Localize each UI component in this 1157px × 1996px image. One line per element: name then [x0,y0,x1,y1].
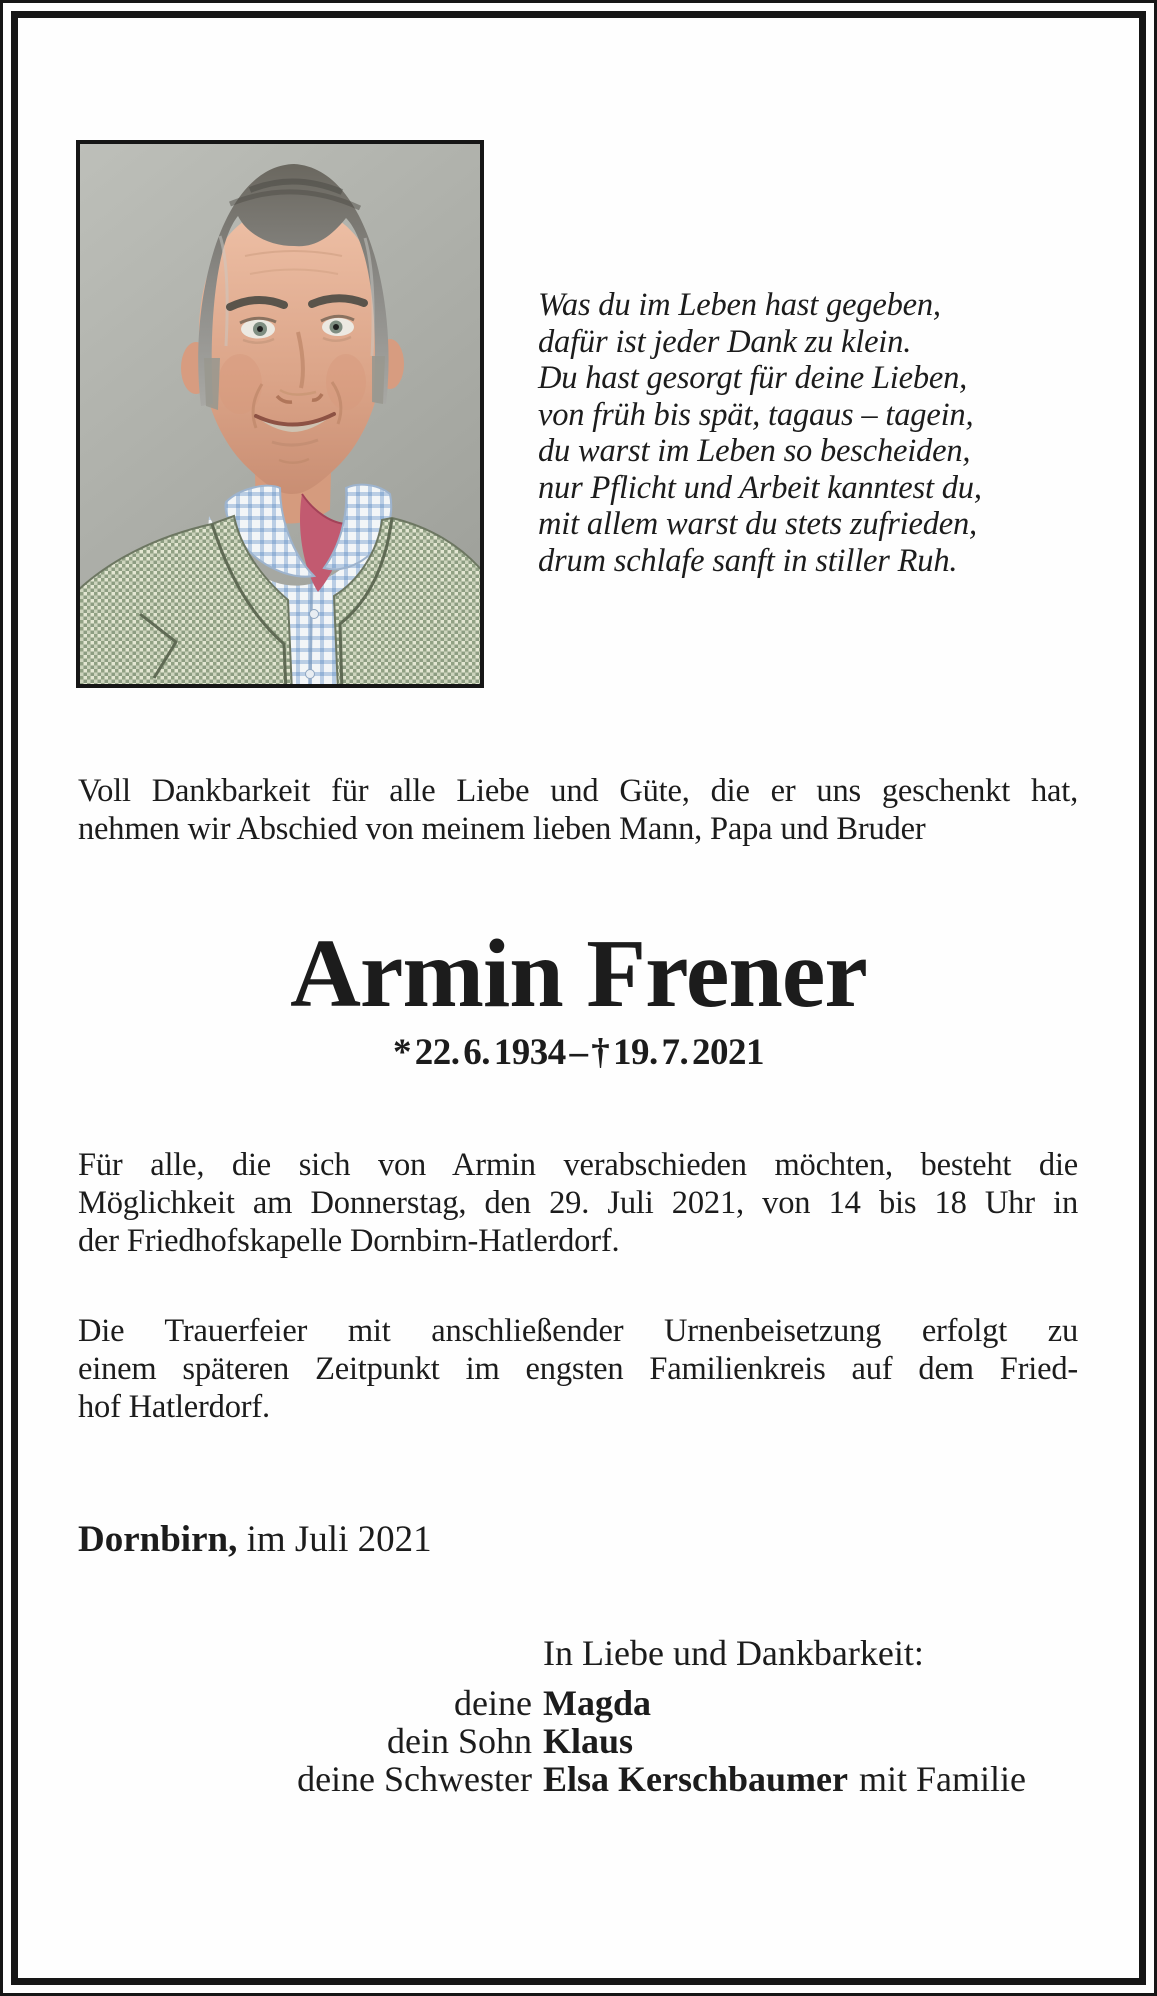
place-name: Dornbirn, [78,1519,238,1560]
poem-line: Du hast gesorgt für deine Lieben, [538,360,968,396]
signature-row [20,1722,1137,1760]
place-date-line [78,1520,432,1560]
viewing-line: der Friedhofskapelle Dornbirn-Hatlerdorf. [78,1223,620,1259]
viewing-line: Möglichkeit am Donnerstag, den 29. Juli 2021, von 14 bis 18 Uhr in [78,1185,1078,1221]
signature-name: Magda [543,1683,651,1723]
closing-line: In Liebe und Dankbarkeit: [543,1633,924,1673]
funeral-paragraph [78,1312,1078,1426]
signature-row [20,1684,1137,1722]
portrait-illustration [80,144,480,684]
funeral-line: einem späteren Zeitpunkt im engsten Familienkreis auf dem Fried- [78,1351,1078,1387]
life-dates: * 22. 6. 1934 – † 19. 7. 2021 [393,1032,764,1073]
signatures [20,1684,1137,1798]
intro-line: Voll Dankbarkeit für alle Liebe und Güte, die er uns geschenkt hat, [78,773,1078,809]
poem-line: nur Pflicht und Arbeit kanntest du, [538,469,982,506]
poem-line: dafür ist jeder Dank zu klein. [538,323,912,360]
funeral-line: Die Trauerfeier mit anschließender Urnenbeisetzung erfolgt zu [78,1313,1078,1349]
signature-name: Elsa Kerschbaumer [543,1759,848,1799]
poem-line: von früh bis spät, tagaus – tagein, [538,396,974,433]
farewell-intro [78,772,1078,848]
poem-line: drum schlafe sanft in stiller Ruh. [538,542,958,579]
signature-suffix: mit Familie [858,1759,1026,1799]
signature-prefix: deine Schwester [297,1759,532,1799]
viewing-paragraph [78,1146,1078,1260]
funeral-line: hof Hatlerdorf. [78,1389,270,1425]
signature-prefix: dein Sohn [386,1721,532,1761]
deceased-name: Armin Frener [290,920,867,1028]
intro-line: nehmen wir Abschied von meinem lieben Mann, Papa und Bruder [78,811,926,847]
viewing-line: Für alle, die sich von Armin verabschieden möchten, besteht die [78,1147,1078,1183]
memorial-poem [538,287,982,579]
signature-row [20,1760,1137,1798]
place-date-rest: im Juli 2021 [237,1519,432,1560]
poem-line: du warst im Leben so bescheiden, [538,433,971,469]
portrait-photo [76,140,484,688]
signature-prefix: deine [454,1683,532,1723]
poem-line: mit allem warst du stets zufrieden, [538,506,977,542]
signature-name: Klaus [543,1721,634,1761]
poem-line: Was du im Leben hast gegeben, [538,287,941,323]
